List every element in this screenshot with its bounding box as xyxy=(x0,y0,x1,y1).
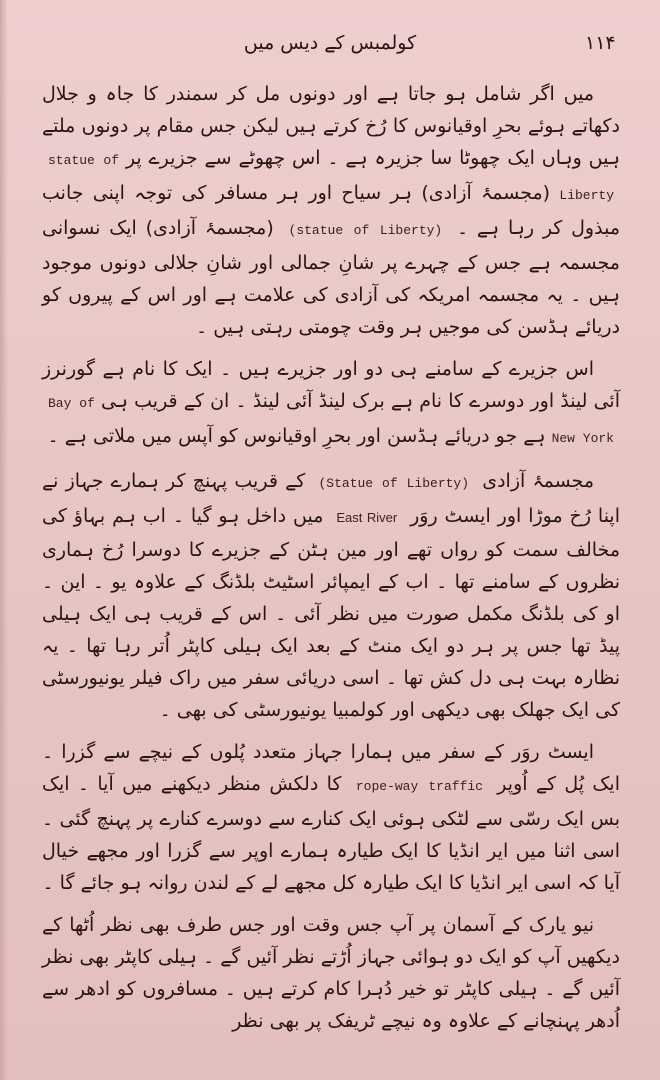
page-shadow xyxy=(0,0,8,1080)
urdu-text: ہے جو دریائے ہڈسن اور بحرِ اوقیانوس کو آپس میں ملاتی ہے ۔ xyxy=(47,425,552,447)
urdu-text: (مجسمۂ آزادی) ہر سیاح اور ہر مسافر کی توجہ اپنی جانب مبذول کر رہا ہے ۔ xyxy=(42,182,620,239)
urdu-text: مجسمۂ آزادی xyxy=(475,470,594,492)
english-term: (Statue of Liberty) xyxy=(318,476,470,491)
urdu-text: کے قریب پہنچ کر ہمارے جہاز نے اپنا رُخ موڑا اور ایسٹ روَر xyxy=(42,470,621,527)
english-term: (statue of Liberty) xyxy=(288,223,443,238)
english-term: East River xyxy=(336,510,398,525)
urdu-text: میں داخل ہو گیا ۔ اب ہم بہاؤ کی مخالف سمت کو رواں تھے اور مین ہٹن کے جزیرے کا دوسرا رُخ ہماری نظروں کے سامنے تھا ۔ اب کے ایمپائر اسٹیٹ بلڈنگ کے علاوہ یو ۔ این ۔ او کی بلڈنگ مکمل صورت میں نظر آئی ۔ اس کے قریب ہی ایک ہیلی پیڈ تھا جس پر ہر دو ایک منٹ کے بعد ایک ہیلی کاپٹر اُتر رہا تھا ۔ یہ نظارہ بہت ہی دل کش تھا ۔ اسی دریائی سفر میں راک فیلر یونیورسٹی کی ایک جھلک بھی دیکھی اور کولمبیا یونیورسٹی کی بھی ۔ xyxy=(42,505,620,721)
paragraph xyxy=(42,736,620,899)
page-header xyxy=(0,32,660,62)
urdu-text: (مجسمۂ آزادی) ایک نسوانی مجسمہ ہے جس کے چہرے پر شانِ جمالی اور شانِ جلالی دونوں موجود ہیں ۔ یہ مجسمہ امریکہ کی آزادی کی علامت ہے اور اس کے پیروں کو دریائے ہڈسن کی موجیں ہر وقت چومتی رہتی ہیں ۔ xyxy=(42,217,620,338)
english-term: Bay of New York xyxy=(48,396,614,446)
urdu-text: نیو یارک کے آسمان پر آپ جس وقت اور جس طرف بھی نظر اُٹھا کے دیکھیں آپ کو ایک دو ہوائی جہاز اُڑتے نظر آئیں گے ۔ ہیلی کاپٹر بھی نظر آئیں گے ۔ ہیلی کاپٹر تو خیر دُہرا کام کرتے ہیں ۔ مسافروں کو ادھر سے اُدھر پہنچانے کے علاوہ وہ نیچے ٹریفک پر بھی نظر xyxy=(42,914,620,1032)
urdu-text: کا دلکش منظر دیکھنے میں آیا ۔ ایک بس ایک رسّی سے لٹکی ہوئی ایک کنارے سے دوسرے کنارے پر پہنچ گئی ۔ اسی اثنا میں ایر انڈیا کا ایک طیارہ ہمارے اوپر سے گزرا اور مجھے خیال آیا کہ اسی ایر انڈیا کا ایک طیارہ کل مجھے لے کے لندن روانہ ہو جائے گا ۔ xyxy=(42,773,620,894)
english-term: rope-way traffic xyxy=(355,779,483,794)
english-term: statue of Liberty xyxy=(48,153,614,203)
urdu-text: اس جزیرے کے سامنے ہی دو اور جزیرے ہیں ۔ ایک کا نام ہے گورنرز آئی لینڈ اور دوسرے کا نام ہے برک لینڈ آئی لینڈ ۔ ان کے قریب ہی xyxy=(42,358,621,412)
paragraph xyxy=(42,465,620,726)
running-title: کولمبس کے دیس میں xyxy=(243,32,417,54)
urdu-text: ایسٹ روَر کے سفر میں ہمارا جہاز متعدد پُلوں کے نیچے سے گزرا ۔ ایک پُل کے اُوپر xyxy=(42,741,620,795)
paragraph xyxy=(42,78,620,343)
page-number: ۱۱۴ xyxy=(585,32,616,54)
paragraph xyxy=(42,909,620,1037)
body-text xyxy=(42,78,620,1047)
paragraph xyxy=(42,353,620,455)
urdu-text: میں اگر شامل ہو جاتا ہے اور دونوں مل کر سمندر کا جاہ و جلال دکھاتے ہوئے بحرِ اوقیانوس کا رُخ کرتے ہیں لیکن جس مقام پر دونوں ملتے ہیں وہاں ایک چھوٹا سا جزیرہ ہے ۔ اس چھوٹے سے جزیرے پر xyxy=(42,83,620,169)
